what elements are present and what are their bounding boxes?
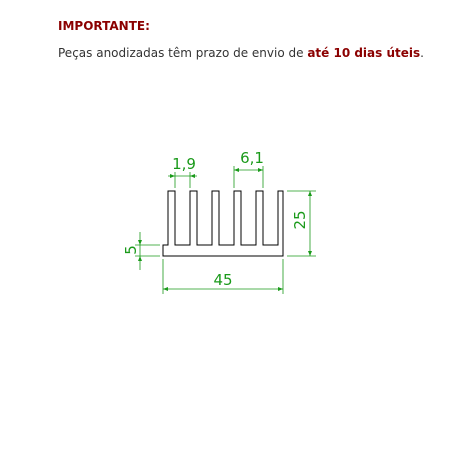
- page-title: IMPORTANTE:: [58, 19, 150, 33]
- dimension-label-base-height: 5: [122, 245, 140, 255]
- dimension-total-height: [287, 191, 316, 256]
- dimension-fin-thickness: [168, 155, 197, 188]
- notice-highlight: até 10 dias úteis: [307, 46, 421, 60]
- dimension-base-height: [122, 232, 160, 270]
- heatsink-profile-outline: [163, 191, 283, 256]
- dimension-total-width: [163, 259, 283, 294]
- dimension-label-fin-pitch: 6,1: [240, 149, 264, 167]
- dimension-label-total-width: 45: [213, 271, 233, 289]
- notice-text: Peças anodizadas têm prazo de envio de: [58, 46, 308, 60]
- dimension-label-total-height: 25: [291, 210, 309, 230]
- dimension-label-fin-thickness: 1,9: [172, 155, 196, 173]
- dimension-fin-pitch: [234, 149, 264, 188]
- notice-suffix: .: [420, 46, 424, 60]
